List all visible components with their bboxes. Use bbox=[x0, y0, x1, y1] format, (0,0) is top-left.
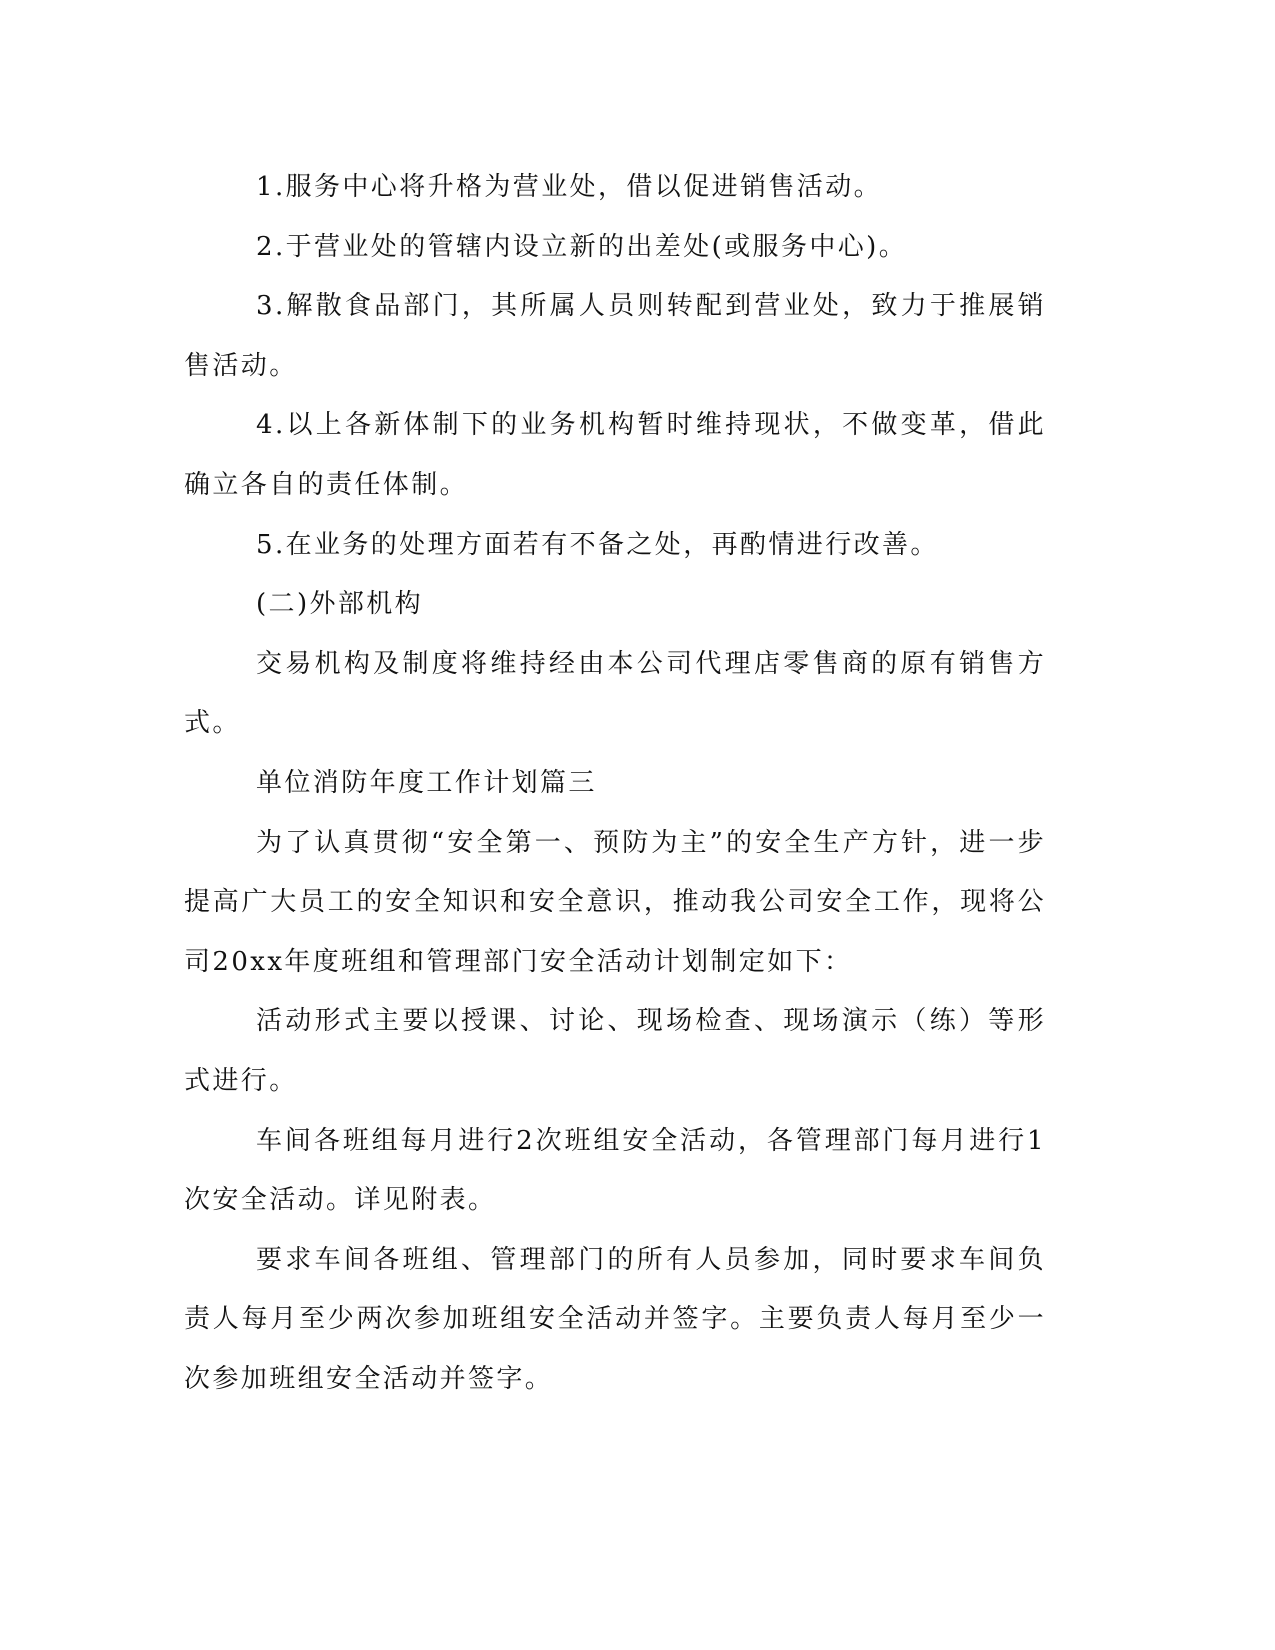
paragraph-item-1: 1.服务中心将升格为营业处，借以促进销售活动。 bbox=[256, 172, 883, 202]
paragraph-participation: 要求车间各班组、管理部门的所有人员参加，同时要求车间负责人每月至少两次参加班组安全活动并签字。主要负责人每月至少一次参加班组安全活动并签字。 bbox=[184, 1244, 1046, 1394]
paragraph-activity-frequency: 车间各班组每月进行2次班组安全活动，各管理部门每月进行1次安全活动。详见附表。 bbox=[184, 1125, 1046, 1216]
paragraph-item-4: 4.以上各新体制下的业务机构暂时维持现状，不做变革，借此确立各自的责任体制。 bbox=[184, 410, 1046, 500]
paragraph-activity-form: 活动形式主要以授课、讨论、现场检查、现场演示（练）等形式进行。 bbox=[184, 1006, 1046, 1096]
paragraph-item-5: 5.在业务的处理方面若有不备之处，再酌情进行改善。 bbox=[256, 529, 939, 560]
paragraph-intro: 为了认真贯彻“安全第一、预防为主”的安全生产方针，进一步提高广大员工的安全知识和安全意识，推动我公司安全工作，现将公司20xx年度班组和管理部门安全活动计划制定如下： bbox=[184, 827, 1046, 977]
paragraph-trade-system: 交易机构及制度将维持经由本公司代理店零售商的原有销售方式。 bbox=[184, 648, 1046, 739]
section-heading-external: (二)外部机构 bbox=[256, 589, 424, 620]
document-body bbox=[184, 158, 1046, 1409]
section-title-plan-3: 单位消防年度工作计划篇三 bbox=[256, 767, 597, 798]
paragraph-item-3: 3.解散食品部门，其所属人员则转配到营业处，致力于推展销售活动。 bbox=[184, 291, 1046, 381]
paragraph-item-2: 2.于营业处的管辖内设立新的出差处(或服务中心)。 bbox=[256, 231, 908, 262]
